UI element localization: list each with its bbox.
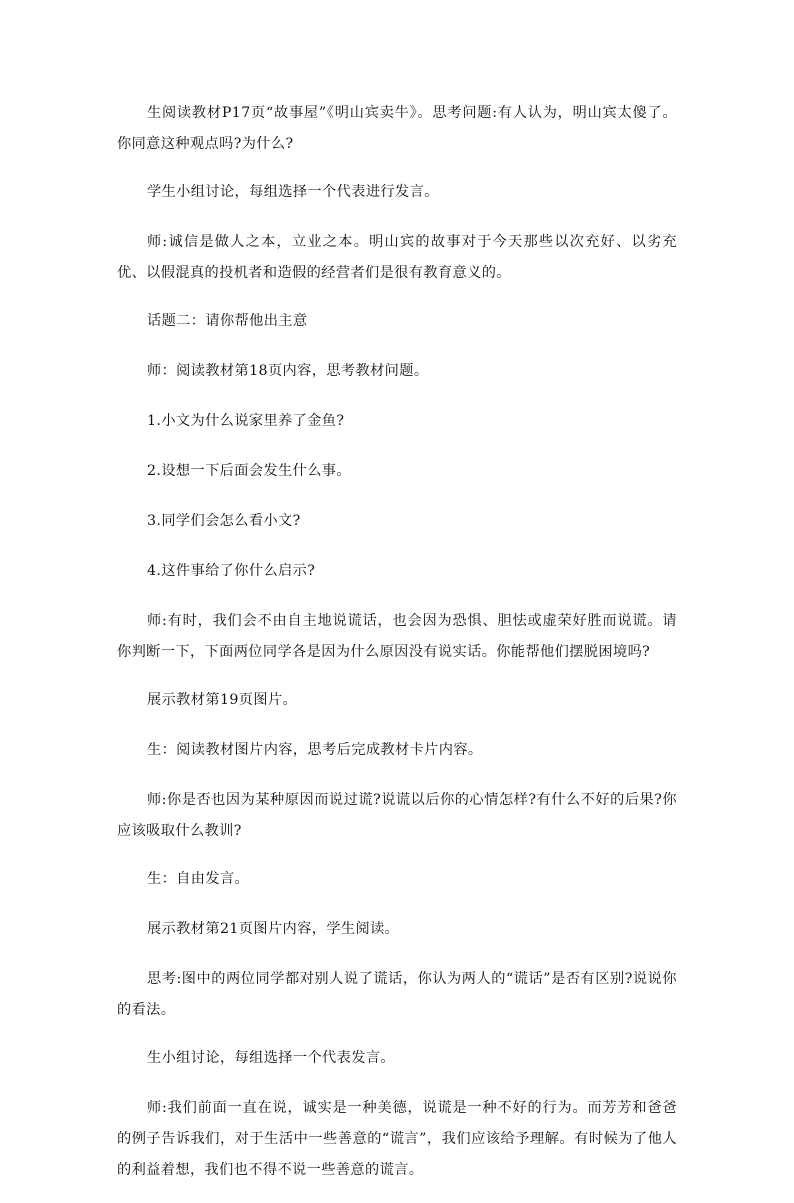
paragraph-question-4: 4.这件事给了你什么启示? (147, 563, 316, 579)
paragraph-teacher-integrity: 师:诚信是做人之本，立业之本。明山宾的故事对于今天那些以次充好、以劣充优、以假混真的投机者和造假的经营者们是很有教育意义的。 (117, 234, 677, 281)
paragraph-group-discussion-2: 生小组讨论，每组选择一个代表发言。 (147, 1050, 395, 1066)
paragraph-show-page21: 展示教材第21页图片内容，学生阅读。 (147, 921, 400, 937)
paragraph-question-2: 2.设想一下后面会发生什么事。 (147, 463, 351, 479)
paragraph-question-3: 3.同学们会怎么看小文? (147, 513, 301, 529)
paragraph-student-read-pictures: 生：阅读教材图片内容，思考后完成教材卡片内容。 (147, 742, 483, 758)
paragraph-show-page19: 展示教材第19页图片。 (147, 692, 298, 708)
paragraph-student-free-speech: 生：自由发言。 (147, 871, 250, 887)
paragraph-think-two-lies: 思考:图中的两位同学都对别人说了谎话，你认为两人的“谎话”是否有区别?说说你的看法。 (117, 971, 677, 1018)
paragraph-topic-two-heading: 话题二：请你帮他出主意 (147, 313, 308, 329)
paragraph-story-reading: 生阅读教材P17页“故事屋”《明山宾卖牛》。思考问题:有人认为，明山宾太傻了。你同意这种观点吗?为什么? (117, 105, 677, 152)
paragraph-question-1: 1.小文为什么说家里养了金鱼? (147, 413, 345, 429)
document-body (117, 98, 677, 1203)
paragraph-teacher-read-page18: 师：阅读教材第18页内容，思考教材问题。 (147, 363, 429, 379)
paragraph-group-discussion: 学生小组讨论，每组选择一个代表进行发言。 (147, 184, 439, 200)
paragraph-teacher-lying-reasons: 师:有时，我们会不由自主地说谎话，也会因为恐惧、胆怯或虚荣好胜而说谎。请你判断一下，下面两位同学各是因为什么原因没有说实话。你能帮他们摆脱困境吗? (117, 613, 677, 660)
paragraph-teacher-reflection: 师:你是否也因为某种原因而说过谎?说谎以后你的心情怎样?有什么不好的后果?你应该吸取什么教训? (117, 792, 677, 839)
paragraph-teacher-white-lies: 师:我们前面一直在说，诚实是一种美德，说谎是一种不好的行为。而芳芳和爸爸的例子告诉我们，对于生活中一些善意的“谎言”，我们应该给予理解。有时候为了他人的利益着想，我们也不得不说一些善意的谎言。 (117, 1100, 677, 1178)
